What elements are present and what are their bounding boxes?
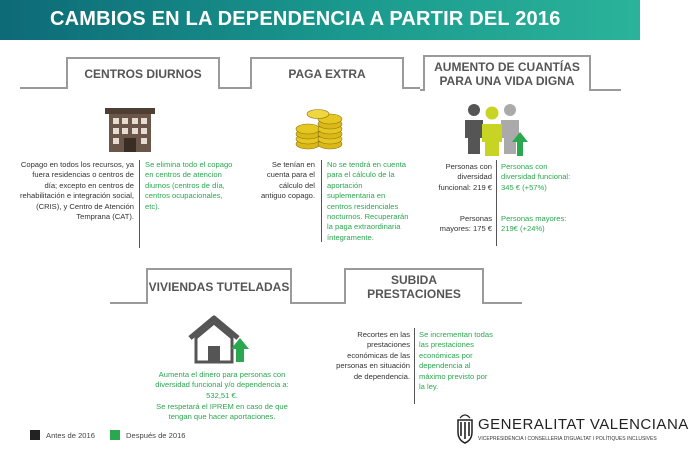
cuantias-label-2: PARA UNA VIDA DIGNA bbox=[439, 74, 575, 88]
divider bbox=[110, 302, 146, 304]
separator bbox=[496, 160, 497, 246]
logo-name: GENERALITAT VALENCIANA bbox=[478, 416, 689, 433]
divider bbox=[292, 302, 322, 304]
legend-after-swatch bbox=[110, 430, 120, 440]
divider bbox=[240, 87, 250, 89]
subida-label: SUBIDA PRESTACIONES bbox=[367, 273, 461, 301]
tab-centros-diurnos bbox=[66, 57, 220, 89]
title-banner bbox=[0, 0, 640, 40]
divider bbox=[591, 89, 621, 91]
cuantias-after-2: Personas mayores: 219€ (+24%) bbox=[501, 214, 567, 234]
tab-aumento-cuantias bbox=[423, 55, 591, 91]
centros-before-text: Copago en todos los recursos, ya fuera residencias o centros de día; excepto en centros de rehabilitación e integración social, (CRIS), y Centro de Atención Temprana (CAT). bbox=[20, 160, 134, 222]
divider bbox=[220, 87, 240, 89]
generalitat-logo bbox=[456, 414, 689, 450]
separator bbox=[414, 328, 415, 404]
people-icon bbox=[462, 100, 530, 156]
subida-after-text: Se incrementan todas las prestaciones económicas por dependencia al máximo previsto por la ley. bbox=[419, 330, 493, 392]
page-title: CAMBIOS EN LA DEPENDENCIA A PARTIR DEL 2016 bbox=[50, 8, 561, 30]
subida-before-text: Recortes en las prestaciones económicas de las personas en situación de dependencia. bbox=[336, 330, 410, 381]
divider bbox=[420, 89, 423, 91]
separator bbox=[321, 160, 322, 242]
tab-subida-prestaciones bbox=[344, 268, 484, 304]
cuantias-before-2: Personas mayores: 175 € bbox=[439, 214, 492, 234]
paga-before-text: Se tenían en cuenta para el cálculo del antiguo copago. bbox=[260, 160, 315, 201]
viviendas-label: VIVIENDAS TUTELADAS bbox=[148, 280, 290, 294]
tab-viviendas-tuteladas bbox=[146, 268, 292, 304]
coins-icon bbox=[294, 106, 346, 152]
divider bbox=[404, 87, 420, 89]
legend-before-swatch bbox=[30, 430, 40, 440]
logo-subtitle: VICEPRESIDÈNCIA I CONSELLERIA D'IGUALTAT I POLÍTIQUES INCLUSIVES bbox=[478, 436, 657, 442]
centros-label: CENTROS DIURNOS bbox=[84, 67, 202, 81]
shield-icon bbox=[456, 414, 474, 444]
cuantias-label-1: AUMENTO DE CUANTÍAS bbox=[434, 60, 580, 74]
cuantias-after-1: Personas con diversidad funcional: 345 € (+57%) bbox=[501, 162, 571, 192]
divider bbox=[484, 302, 522, 304]
legend-before-label: Antes de 2016 bbox=[46, 431, 95, 440]
viviendas-text-2: Se respetará el IPREM en caso de que tengan que hacer aportaciones. bbox=[156, 402, 288, 422]
divider bbox=[20, 87, 66, 89]
tab-paga-extra bbox=[250, 57, 404, 89]
divider bbox=[322, 302, 344, 304]
cuantias-before-1: Personas con diversidad funcional: 219 € bbox=[438, 162, 492, 192]
viviendas-text-1: Aumenta el dinero para personas con diversidad funcional y/o dependencia a: 532,51 €. bbox=[155, 370, 289, 400]
paga-after-text: No se tendrá en cuenta para el cálculo de la aportación suplementaria en centros residenciales nocturnos. Recuperarán la paga extraordinaria íntegramente. bbox=[327, 160, 409, 242]
house-icon bbox=[188, 316, 252, 364]
paga-label: PAGA EXTRA bbox=[288, 67, 366, 81]
separator bbox=[139, 160, 140, 248]
centros-after-text: Se elimina todo el copago en centros de atencion diurnos (centros de día, centros ocupacionales, etc). bbox=[145, 160, 233, 211]
building-icon bbox=[105, 108, 155, 152]
legend-after-label: Después de 2016 bbox=[126, 431, 186, 440]
